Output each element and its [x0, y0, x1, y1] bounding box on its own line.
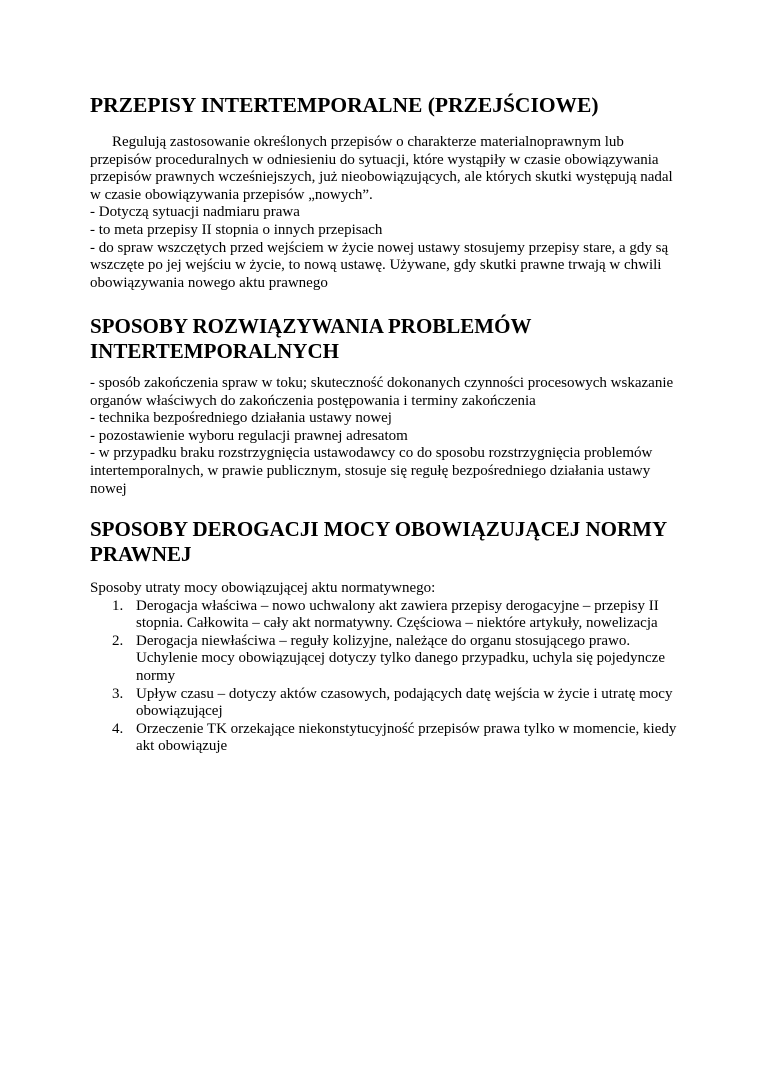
list-item: [90, 686, 680, 721]
list-item-text: Derogacja niewłaściwa – reguły kolizyjne, należące do organu stosującego prawo. Uchylenie mocy obowiązującej dotyczy tylko danego przypadku, uchyla się pojedyncze normy: [136, 632, 665, 684]
section-body-przepisy-intertemporalne: [90, 134, 680, 292]
bullet-line: - Dotyczą sytuacji nadmiaru prawa: [90, 204, 300, 221]
section-heading-przepisy-intertemporalne: PRZEPISY INTERTEMPORALNE (PRZEJŚCIOWE): [90, 93, 599, 117]
list-item: [90, 598, 680, 633]
list-item-text: Derogacja właściwa – nowo uchwalony akt zawiera przepisy derogacyjne – przepisy II stopnia. Całkowita – cały akt normatywny. Częściowa – niektóre artykuły, nowelizacja: [136, 597, 659, 632]
list-item-number: 3.: [112, 685, 124, 702]
bullet-line: - do spraw wszczętych przed wejściem w życie nowej ustawy stosujemy przepisy stare, a gdy są wszczęte po jej wejściu w życie, to nową ustawę. Używane, gdy skutki prawne trwają w chwili obowiązywania nowego aktu prawnego: [90, 239, 669, 291]
section-body-sposoby-derogacji: [90, 580, 680, 756]
list-item-text: Upływ czasu – dotyczy aktów czasowych, podających datę wejścia w życie i utratę mocy obowiązującej: [136, 685, 673, 720]
bullet-line: - technika bezpośredniego działania ustawy nowej: [90, 410, 392, 427]
paragraph-intro: Regulują zastosowanie określonych przepisów o charakterze materialnoprawnym lub przepisów proceduralnych w odniesieniu do sytuacji, które wystąpiły w czasie obowiązywania przepisów prawnych wcześniejszych, już nieobowiązujących, ale których skutki występują nadal w czasie obowiązywania przepisów „nowych”.: [90, 134, 673, 203]
bullet-line: - w przypadku braku rozstrzygnięcia ustawodawcy co do sposobu rozstrzygnięcia problemów intertemporalnych, w prawie publicznym, stosuje się regułę bezpośredniego działania ustawy nowej: [90, 445, 653, 497]
section-body-sposoby-rozwiazywania: [90, 375, 680, 498]
list-item-text: Orzeczenie TK orzekające niekonstytucyjność przepisów prawa tylko w momencie, kiedy akt obowiązuje: [136, 720, 677, 755]
bullet-line: - pozostawienie wyboru regulacji prawnej adresatom: [90, 427, 408, 444]
bullet-line: - to meta przepisy II stopnia o innych przepisach: [90, 221, 383, 238]
list-item: [90, 721, 680, 756]
section-heading-sposoby-rozwiazywania: SPOSOBY ROZWIĄZYWANIA PROBLEMÓW INTERTEMPORALNYCH: [90, 314, 532, 363]
section-heading-sposoby-derogacji: SPOSOBY DEROGACJI MOCY OBOWIĄZUJĄCEJ NORMY PRAWNEJ: [90, 517, 667, 566]
paragraph-intro: Sposoby utraty mocy obowiązującej aktu normatywnego:: [90, 580, 436, 596]
list-item-number: 2.: [112, 632, 124, 649]
list-item-number: 1.: [112, 597, 124, 614]
list-item: [90, 633, 680, 686]
list-item-number: 4.: [112, 720, 124, 737]
bullet-line: - sposób zakończenia spraw w toku; skuteczność dokonanych czynności procesowych wskazanie organów właściwych do zakończenia postępowania i terminy zakończenia: [90, 375, 674, 409]
numbered-list: [90, 598, 680, 756]
